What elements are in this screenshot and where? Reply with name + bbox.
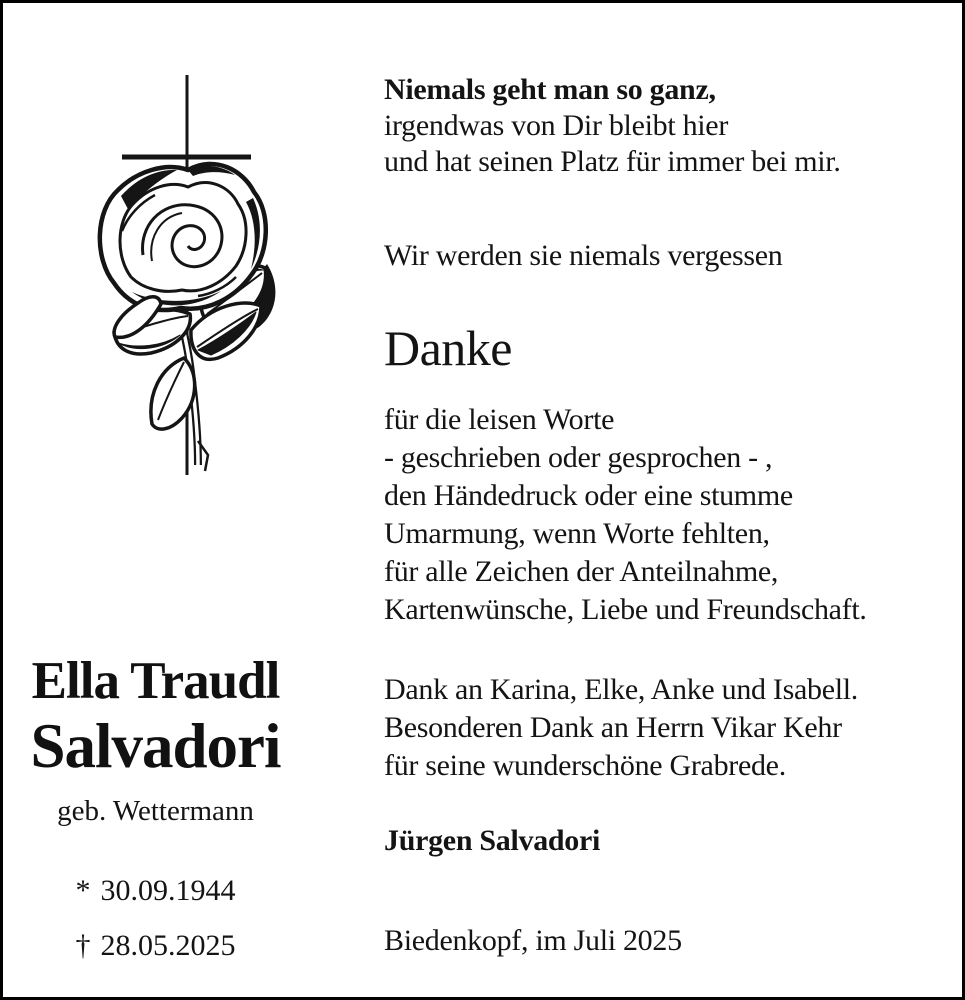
thanks-line: für alle Zeichen der Anteilnahme, — [384, 555, 779, 588]
personal-thanks-line: für seine wunderschöne Grabrede. — [384, 749, 786, 782]
memorial-verse — [384, 72, 949, 180]
maiden-name: geb. Wettermann — [57, 795, 254, 827]
rose-cross-art — [60, 51, 320, 501]
deceased-last-name: Salvadori — [30, 711, 281, 781]
thanks-line: Umarmung, wenn Worte fehlten, — [384, 517, 770, 550]
personal-thanks-paragraph — [384, 671, 949, 785]
verse-line-3: und hat seinen Platz für immer bei mir. — [384, 145, 841, 178]
remembrance-line: Wir werden sie niemals vergessen — [384, 239, 783, 272]
life-dates — [3, 863, 308, 973]
birth-date-line — [3, 863, 308, 918]
death-date-line — [3, 918, 308, 973]
verse-line-2: irgendwas von Dir bleibt hier — [384, 109, 729, 142]
rose-cross-illustration — [60, 51, 320, 501]
thanks-line: den Händedruck oder eine stumme — [384, 479, 793, 512]
thanks-line: - geschrieben oder gesprochen - , — [384, 441, 773, 474]
birth-date: 30.09.1944 — [100, 874, 236, 907]
personal-thanks-line: Besonderen Dank an Herrn Vikar Kehr — [384, 711, 842, 744]
thanks-heading: Danke — [384, 320, 512, 376]
place-and-date: Biedenkopf, im Juli 2025 — [384, 924, 682, 957]
death-date: 28.05.2025 — [100, 929, 236, 962]
deceased-first-names: Ella Traudl — [31, 652, 280, 710]
birth-star-icon: * — [75, 874, 91, 907]
thanks-line: Kartenwünsche, Liebe und Freundschaft. — [384, 593, 867, 626]
death-cross-icon: † — [75, 929, 91, 962]
personal-thanks-line: Dank an Karina, Elke, Anke und Isabell. — [384, 673, 858, 706]
mourner-signature: Jürgen Salvadori — [384, 824, 601, 857]
thanks-paragraph — [384, 401, 949, 629]
verse-line-1: Niemals geht man so ganz, — [384, 73, 716, 106]
thanks-line: für die leisen Worte — [384, 403, 615, 436]
